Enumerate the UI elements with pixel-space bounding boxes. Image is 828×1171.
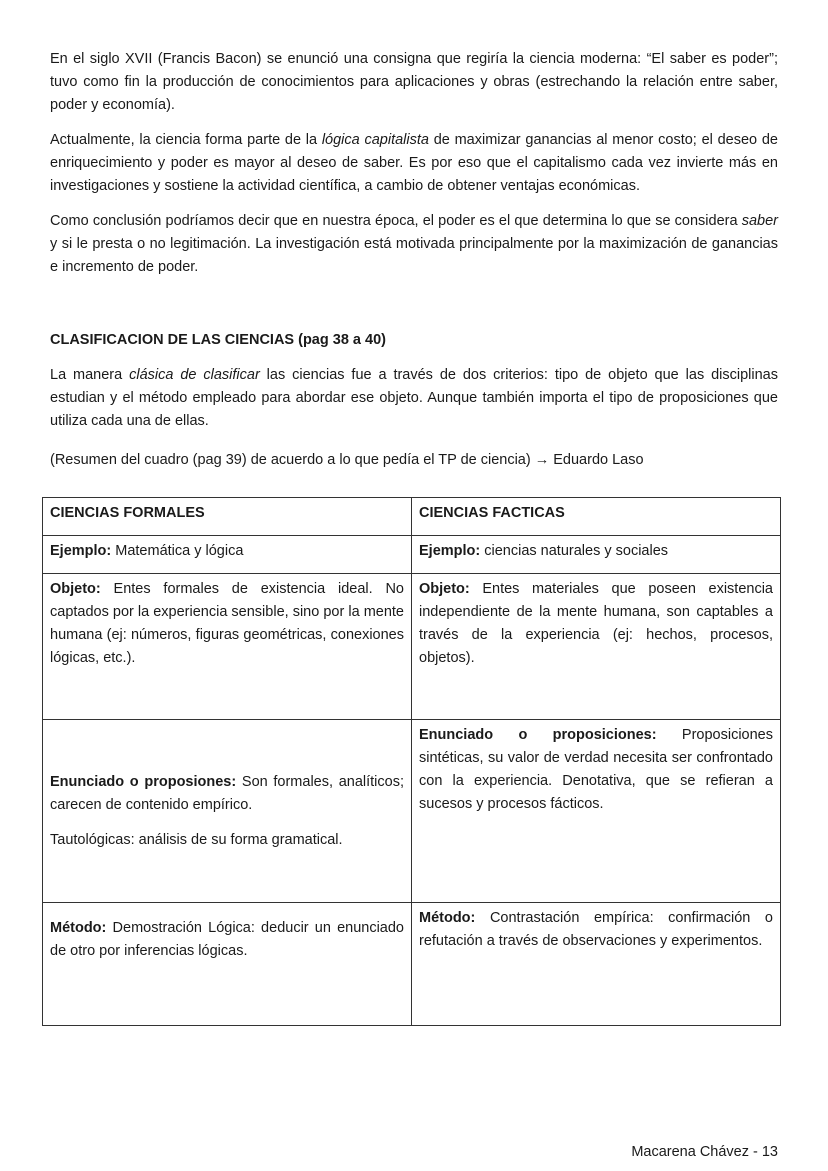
table-row bbox=[43, 574, 781, 720]
cell-label: Ejemplo: bbox=[50, 543, 112, 559]
paragraph-conclusion bbox=[50, 210, 778, 279]
header-facticas: CIENCIAS FACTICAS bbox=[412, 498, 781, 536]
cell-label: Enunciado o proposiciones: bbox=[419, 727, 657, 743]
header-formales: CIENCIAS FORMALES bbox=[43, 498, 412, 536]
cell-enunciado-formales bbox=[43, 720, 412, 903]
paragraph-text: Como conclusión podríamos decir que en nuestra época, el poder es el que determina lo que se considera bbox=[50, 213, 742, 229]
cell-text: ciencias naturales y sociales bbox=[480, 543, 669, 559]
cell-enunciado-facticas bbox=[412, 720, 781, 903]
paragraph-text: de maximizar ganancias al menor costo; el deseo de enriquecimiento y poder es mayor al deseo de saber. Es por eso que el capitalismo cada vez invierte más en investigaciones y sostiene la actividad científica, a cambio de obtener ventajas económicas. bbox=[50, 132, 778, 194]
paragraph-text: La manera bbox=[50, 367, 130, 383]
table-row bbox=[43, 536, 781, 574]
paragraph-text: y si le presta o no legitimación. La investigación está motivada principalmente por la maximización de ganancias e incremento de poder. bbox=[50, 236, 778, 275]
cell-text: Matemática y lógica bbox=[111, 543, 244, 559]
cell-ejemplo-formales bbox=[43, 536, 412, 574]
cell-objeto-facticas bbox=[412, 574, 781, 720]
table-row bbox=[43, 903, 781, 1026]
cell-text: Contrastación empírica: confirmación o refutación a través de observaciones y experimentos. bbox=[419, 910, 773, 949]
section-heading: CLASIFICACION DE LAS CIENCIAS (pag 38 a 40) bbox=[50, 332, 386, 348]
cell-label: Método: bbox=[50, 920, 107, 936]
cell-text: Entes materiales que poseen existencia independiente de la mente humana, son captables a través de la experiencia (ej: hechos, procesos, objetos). bbox=[419, 581, 773, 666]
cell-paragraph bbox=[50, 771, 404, 817]
cell-label: Enunciado o proposiones: bbox=[50, 773, 237, 790]
cell-text: Demostración Lógica: deducir un enunciado de otro por inferencias lógicas. bbox=[50, 920, 404, 959]
cell-text: Son formales, analíticos; carecen de contenido empírico. bbox=[50, 773, 404, 813]
cell-label: Método: bbox=[419, 910, 476, 926]
summary-note: (Resumen del cuadro (pag 39) de acuerdo a lo que pedía el TP de ciencia) → Eduardo Laso bbox=[50, 452, 644, 468]
paragraph-bacon: En el siglo XVII (Francis Bacon) se enunció una consigna que regiría la ciencia moderna: “El saber es poder”; tuvo como fin la producción de conocimientos para aplicaciones y obras (estrechando la relación entre saber, poder y economía). bbox=[50, 51, 778, 113]
cell-metodo-formales bbox=[43, 903, 412, 1026]
cell-label: Ejemplo: bbox=[419, 543, 481, 559]
paragraph-capitalismo bbox=[50, 129, 778, 198]
cell-text: Entes formales de existencia ideal. No captados por la experiencia sensible, sino por la mente humana (ej: números, figuras geométricas, conexiones lógicas, etc.). bbox=[50, 581, 404, 666]
paragraph-text: las ciencias fue a través de dos criterios: tipo de objeto que las disciplinas estudian y el método empleado para abordar ese objeto. Aunque también importa el tipo de proposiciones que utiliza cada una de ellas. bbox=[50, 367, 778, 429]
table-row bbox=[43, 720, 781, 903]
comparison-table bbox=[42, 497, 781, 1026]
table-row bbox=[43, 498, 781, 536]
emphasis-text: lógica capitalista bbox=[321, 132, 429, 148]
cell-text: Proposiciones sintéticas, su valor de verdad necesita ser confrontado con la experiencia. Denotativa, que se refieran a sucesos y procesos fácticos. bbox=[419, 727, 773, 812]
cell-metodo-facticas bbox=[412, 903, 781, 1026]
page-footer: Macarena Chávez - 13 bbox=[631, 1144, 778, 1160]
emphasis-text: saber bbox=[741, 213, 778, 229]
cell-ejemplo-facticas bbox=[412, 536, 781, 574]
cell-paragraph: Tautológicas: análisis de su forma gramatical. bbox=[50, 831, 343, 848]
cell-label: Objeto: bbox=[50, 581, 101, 597]
paragraph-text: Actualmente, la ciencia forma parte de la bbox=[50, 132, 322, 148]
emphasis-text: clásica de clasificar bbox=[129, 367, 260, 383]
page-body bbox=[50, 48, 778, 480]
cell-label: Objeto: bbox=[419, 581, 470, 597]
cell-objeto-formales bbox=[43, 574, 412, 720]
paragraph-intro bbox=[50, 364, 778, 433]
